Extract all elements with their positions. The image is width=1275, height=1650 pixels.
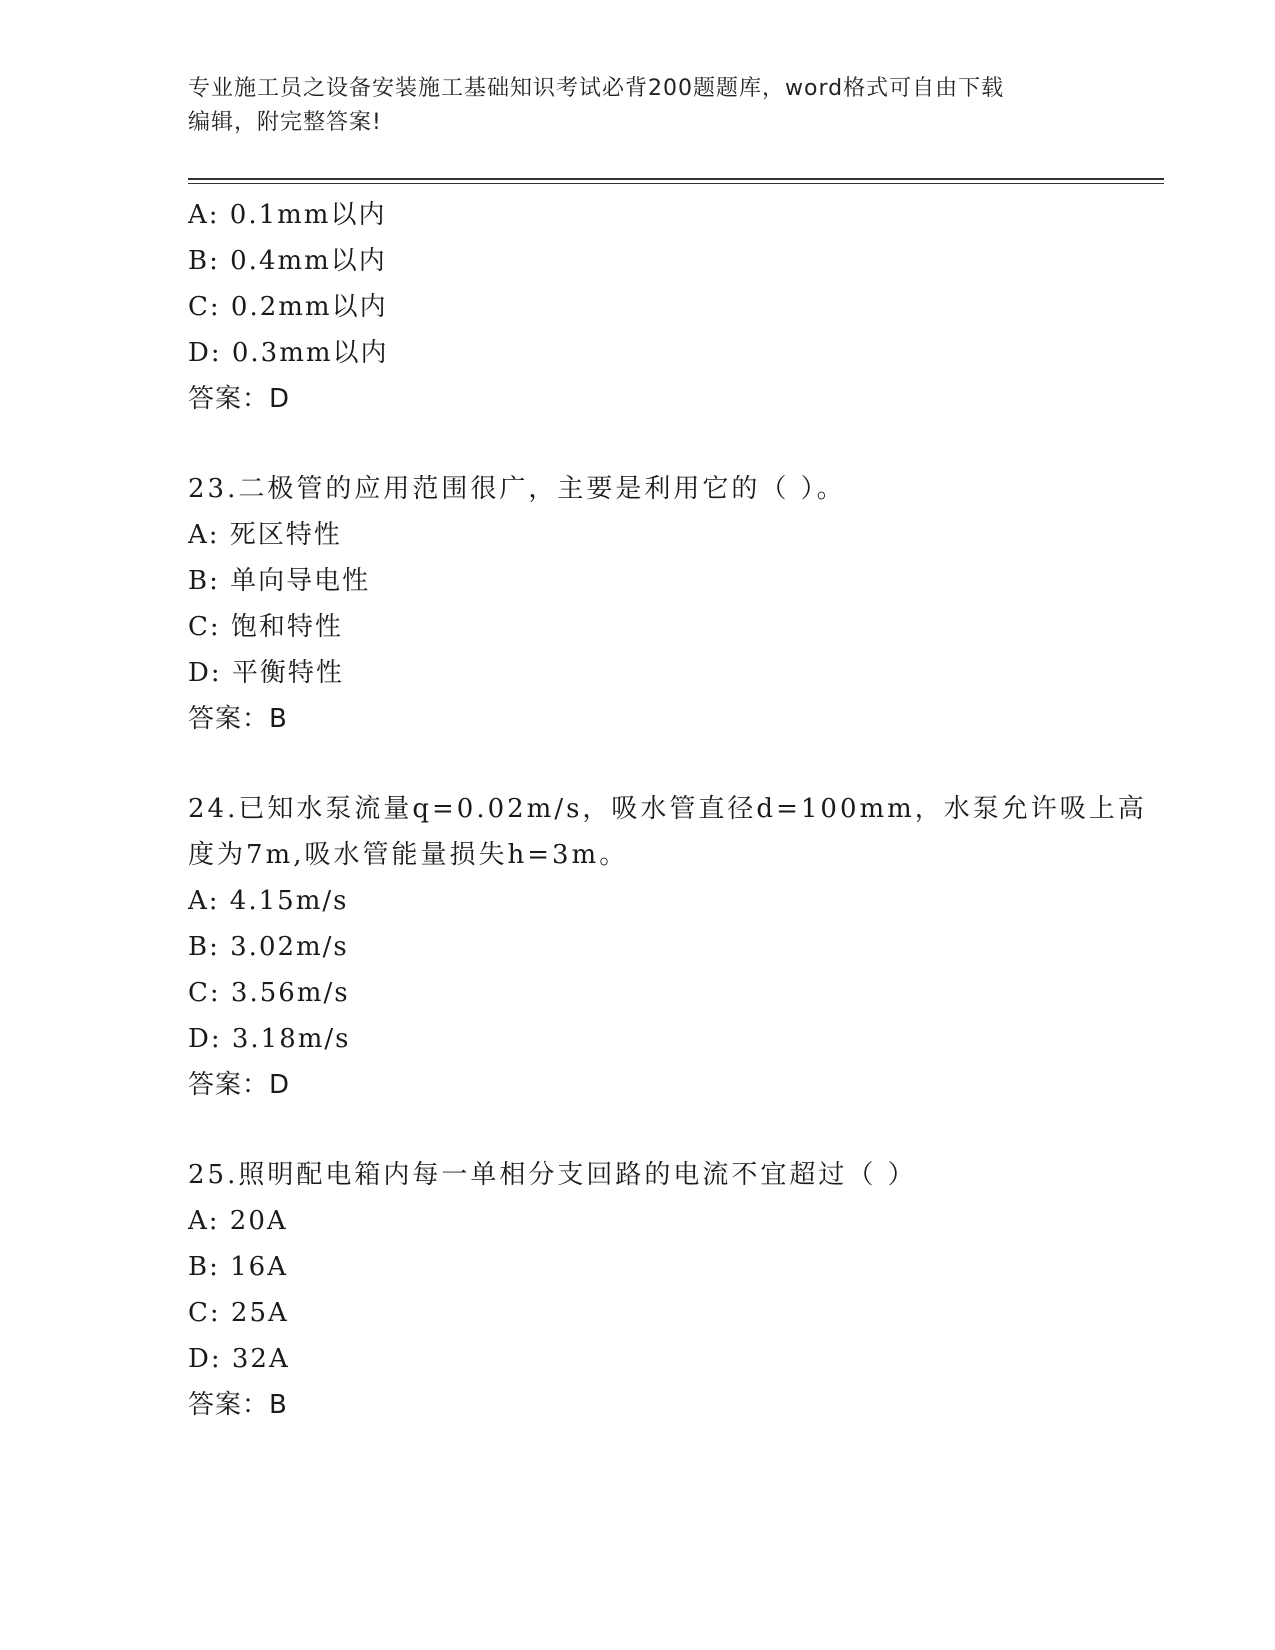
option-a: A: 4.15m/s	[188, 886, 349, 916]
header-title-line-1: 专业施工员之设备安装施工基础知识考试必背200题题库，word格式可自由下载	[188, 76, 1005, 101]
answer-label: 答案：B	[188, 1390, 288, 1420]
answer-label: 答案：B	[188, 704, 288, 734]
option-d: D: 3.18m/s	[188, 1024, 351, 1054]
option-a: A: 20A	[188, 1206, 288, 1236]
option-b: B: 3.02m/s	[188, 932, 349, 962]
header-divider-thin	[188, 183, 1164, 184]
option-c: C: 饱和特性	[188, 612, 343, 642]
question-22	[188, 192, 1088, 422]
option-d: D: 0.3mm以内	[188, 338, 389, 368]
header-divider-thick	[188, 178, 1164, 180]
option-a: A: 死区特性	[188, 520, 342, 550]
question-text-line-2: 度为7m,吸水管能量损失h=3m。	[188, 840, 629, 870]
option-a: A: 0.1mm以内	[188, 200, 387, 230]
question-text: 23.二极管的应用范围很广，主要是利用它的（ ）。	[188, 474, 846, 504]
option-b: B: 16A	[188, 1252, 288, 1282]
spacer	[188, 422, 1088, 466]
spacer	[188, 1108, 1088, 1152]
spacer	[188, 742, 1088, 786]
question-list	[188, 192, 1147, 1428]
question-text: 25.照明配电箱内每一单相分支回路的电流不宜超过（ ）	[188, 1160, 917, 1190]
question-text-line-1: 24.已知水泵流量q=0.02m/s，吸水管直径d=100mm，水泵允许吸上高	[188, 794, 1147, 824]
option-d: D: 平衡特性	[188, 658, 344, 688]
option-b: B: 0.4mm以内	[188, 246, 387, 276]
answer-label: 答案：D	[188, 384, 291, 414]
header-title-line-2: 编辑，附完整答案!	[188, 110, 382, 135]
question-24	[188, 786, 1147, 1108]
option-c: C: 3.56m/s	[188, 978, 350, 1008]
question-25	[188, 1152, 1088, 1428]
option-c: C: 25A	[188, 1298, 289, 1328]
document-header	[188, 72, 1088, 140]
question-23	[188, 466, 1088, 742]
option-b: B: 单向导电性	[188, 566, 371, 596]
option-d: D: 32A	[188, 1344, 290, 1374]
option-c: C: 0.2mm以内	[188, 292, 388, 322]
answer-label: 答案：D	[188, 1070, 291, 1100]
